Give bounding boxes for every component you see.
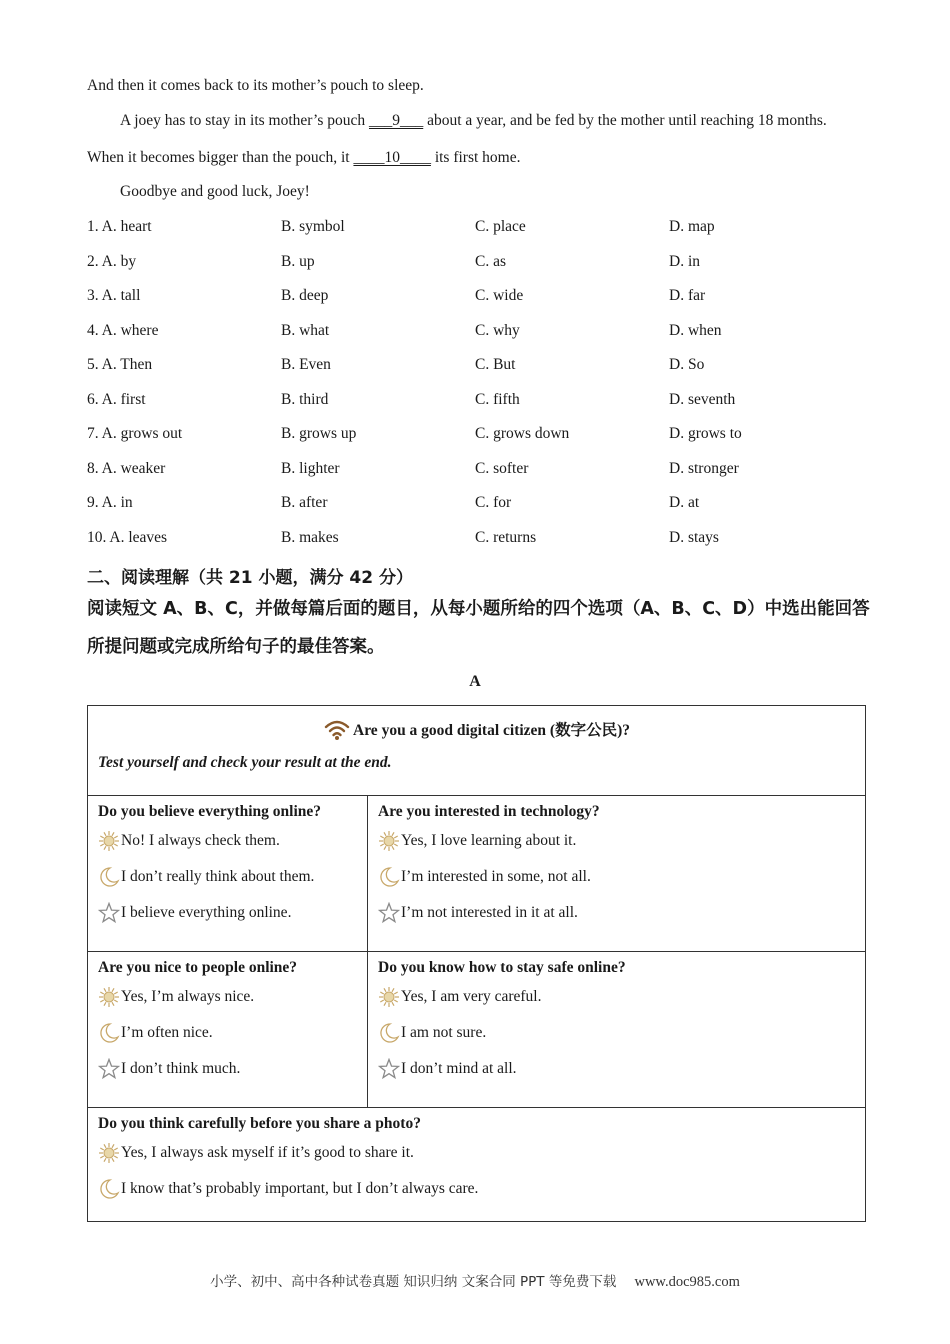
option-row: [87, 322, 867, 344]
option-choice: D. stays: [669, 529, 719, 546]
quiz-answer-option: [98, 979, 357, 1015]
quiz-cell: [88, 1108, 866, 1222]
quiz-answer-text: I’m interested in some, not all.: [401, 868, 591, 885]
option-choice: D. in: [669, 253, 700, 270]
moon-icon: [98, 1178, 120, 1200]
sun-icon: [98, 830, 120, 852]
quiz-answer-text: I don’t think much.: [121, 1060, 241, 1077]
option-row: [87, 218, 867, 240]
footer-text: 小学、初中、高中各种试卷真题 知识归纳 文案合同 PPT 等免费下载: [210, 1274, 617, 1290]
option-choice: B. what: [281, 322, 330, 339]
option-choice: 10. A. leaves: [87, 529, 168, 546]
option-choice: C. grows down: [475, 425, 570, 442]
option-choice: D. far: [669, 287, 706, 304]
option-choice: C. fifth: [475, 391, 520, 408]
option-choice: D. map: [669, 218, 715, 235]
quiz-answer-option: [378, 1015, 855, 1051]
option-choice: B. up: [281, 253, 315, 270]
quiz-question: Are you nice to people online?: [98, 959, 298, 976]
option-choice: B. Even: [281, 356, 331, 373]
option-choice: B. symbol: [281, 218, 345, 235]
page-footer: [0, 1270, 950, 1291]
quiz-subtitle: Test yourself and check your result at the end.: [98, 754, 392, 771]
passage-line: Goodbye and good luck, Joey!: [120, 183, 310, 200]
option-choice: 8. A. weaker: [87, 460, 166, 477]
quiz-answer-text: Yes, I love learning about it.: [401, 832, 577, 849]
option-choice: C. But: [475, 356, 516, 373]
quiz-cell: [368, 952, 866, 1108]
option-row: [87, 391, 867, 413]
quiz-title-row: [98, 714, 855, 744]
blank-10: ____10____: [353, 149, 431, 166]
quiz-header-cell: [88, 706, 866, 796]
option-choice: B. makes: [281, 529, 339, 546]
quiz-answer-option: [98, 895, 357, 931]
option-row: [87, 425, 867, 447]
quiz-answer-option: [98, 1135, 855, 1171]
quiz-answer-text: I am not sure.: [401, 1024, 487, 1041]
option-choice: 5. A. Then: [87, 356, 153, 373]
option-choice: B. grows up: [281, 425, 357, 442]
quiz-answer-text: Yes, I’m always nice.: [121, 988, 255, 1005]
option-row: [87, 253, 867, 275]
passage-line: And then it comes back to its mother’s pouch to sleep.: [87, 77, 424, 94]
quiz-answer-option: [378, 823, 855, 859]
option-choice: B. deep: [281, 287, 329, 304]
option-choice: C. as: [475, 253, 506, 270]
footer-url[interactable]: www.doc985.com: [634, 1274, 740, 1290]
option-choice: C. wide: [475, 287, 524, 304]
quiz-answer-option: [378, 1051, 855, 1087]
quiz-answer-text: I don’t really think about them.: [121, 868, 315, 885]
option-choice: 2. A. by: [87, 253, 137, 270]
quiz-answer-text: I don’t mind at all.: [401, 1060, 517, 1077]
quiz-answer-option: [98, 1051, 357, 1087]
option-choice: 3. A. tall: [87, 287, 141, 304]
option-choice: C. place: [475, 218, 526, 235]
passage-line-blank-10: [87, 149, 521, 167]
quiz-title: Are you a good digital citizen (数字公民)?: [353, 722, 630, 739]
option-choice: 6. A. first: [87, 391, 146, 408]
option-choice: D. at: [669, 494, 700, 511]
sun-icon: [378, 830, 400, 852]
option-choice: C. softer: [475, 460, 529, 477]
option-choice: 1. A. heart: [87, 218, 152, 235]
option-choice: B. third: [281, 391, 329, 408]
quiz-answer-option: [98, 823, 357, 859]
option-choice: B. after: [281, 494, 328, 511]
quiz-answer-text: Yes, I always ask myself if it’s good to share it.: [121, 1144, 414, 1161]
quiz-answer-option: [378, 859, 855, 895]
option-choice: 4. A. where: [87, 322, 159, 339]
moon-icon: [378, 1022, 400, 1044]
option-choice: C. returns: [475, 529, 537, 546]
option-choice: D. grows to: [669, 425, 742, 442]
quiz-cell: [368, 796, 866, 952]
section-instruction: 阅读短文 A、B、C，并做每篇后面的题目，从每小题所给的四个选项（A、B、C、D）中选出能回答所提问题或完成所给句子的最佳答案。: [87, 599, 870, 657]
quiz-question: Do you know how to stay safe online?: [378, 959, 626, 976]
section-heading: 二、阅读理解（共 21 小题，满分 42 分）: [87, 568, 413, 588]
sun-icon: [98, 1142, 120, 1164]
quiz-cell: [88, 952, 368, 1108]
moon-icon: [98, 1022, 120, 1044]
blank-9: ___9___: [368, 112, 424, 129]
quiz-answer-option: [378, 979, 855, 1015]
option-choice: 7. A. grows out: [87, 425, 183, 442]
wifi-icon: [323, 717, 351, 741]
quiz-answer-text: I’m not interested in it at all.: [401, 904, 578, 921]
quiz-question: Are you interested in technology?: [378, 803, 600, 820]
quiz-answer-option: [98, 1015, 357, 1051]
option-row: [87, 494, 867, 516]
option-row: [87, 460, 867, 482]
option-row: [87, 287, 867, 309]
moon-icon: [98, 866, 120, 888]
star-icon: [378, 1058, 400, 1080]
quiz-answer-option: [98, 1171, 855, 1207]
option-choice: D. when: [669, 322, 722, 339]
option-choice: 9. A. in: [87, 494, 133, 511]
passage-label: A: [469, 673, 481, 690]
option-choice: D. stronger: [669, 460, 739, 477]
option-choice: B. lighter: [281, 460, 340, 477]
option-row: [87, 529, 867, 551]
quiz-answer-text: Yes, I am very careful.: [401, 988, 542, 1005]
sun-icon: [378, 986, 400, 1008]
option-choice: D. seventh: [669, 391, 736, 408]
moon-icon: [378, 866, 400, 888]
quiz-answer-text: I know that’s probably important, but I don’t always care.: [121, 1180, 479, 1197]
option-row: [87, 356, 867, 378]
quiz-table: [87, 705, 866, 1222]
passage-text: about a year, and be fed by the mother until reaching 18 months.: [423, 112, 827, 129]
sun-icon: [98, 986, 120, 1008]
option-choice: D. So: [669, 356, 705, 373]
quiz-answer-option: [98, 859, 357, 895]
passage-text: When it becomes bigger than the pouch, it: [87, 149, 354, 166]
star-icon: [98, 902, 120, 924]
option-choice: C. for: [475, 494, 512, 511]
quiz-answer-text: I believe everything online.: [121, 904, 292, 921]
quiz-answer-text: No! I always check them.: [121, 832, 280, 849]
quiz-cell: [88, 796, 368, 952]
passage-line-blank-9: [120, 112, 827, 130]
quiz-answer-option: [378, 895, 855, 931]
star-icon: [378, 902, 400, 924]
quiz-answer-text: I’m often nice.: [121, 1024, 213, 1041]
option-choice: C. why: [475, 322, 520, 339]
quiz-question: Do you think carefully before you share a photo?: [98, 1115, 421, 1132]
passage-text: its first home.: [430, 149, 521, 166]
quiz-question: Do you believe everything online?: [98, 803, 322, 820]
star-icon: [98, 1058, 120, 1080]
passage-text: A joey has to stay in its mother’s pouch: [120, 112, 369, 129]
